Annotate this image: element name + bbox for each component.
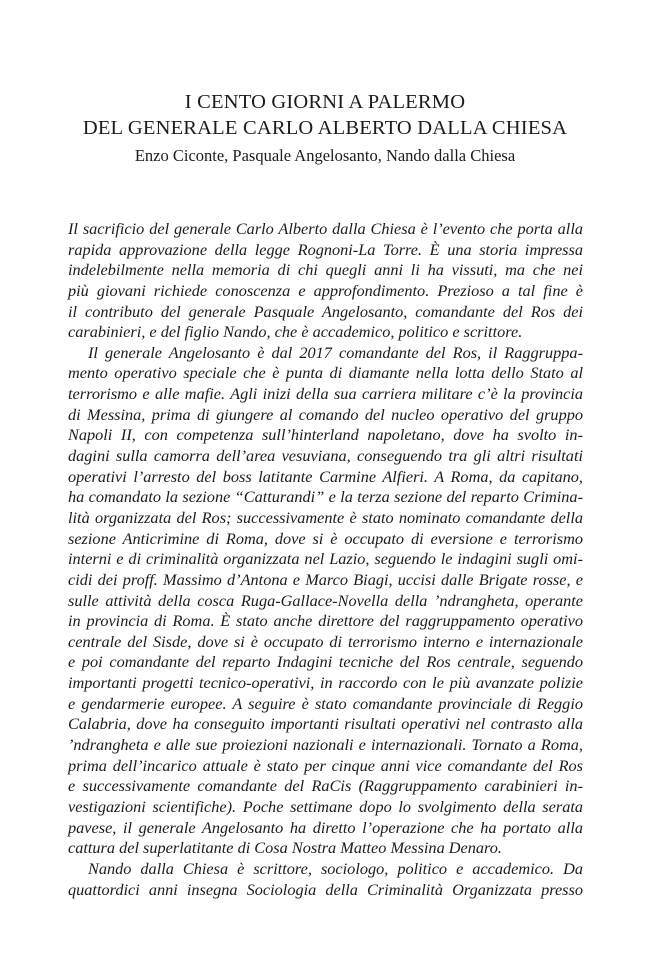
text-line: sezione Anticrimine di Roma, dove si è occupato di eversione e terrorismo bbox=[68, 528, 583, 548]
text-line: cidi dei proff. Massimo d’Antona e Marco Biagi, uccisi dalle Brigate rosse, e bbox=[68, 569, 583, 589]
text-line: carabinieri, e del figlio Nando, che è accademico, politico e scrittore. bbox=[68, 322, 523, 342]
text-line: dagini sulla camorra dell’area vesuviana, conseguendo tra gli altri risultati bbox=[68, 446, 583, 466]
text-line: quattordici anni insegna Sociologia della Criminalità Organizzata presso bbox=[68, 879, 583, 899]
text-line: Nando dalla Chiesa è scrittore, sociologo, politico e accademico. Da bbox=[88, 858, 583, 878]
text-line: ’ndrangheta e alle sue proiezioni nazionali e internazionali. Tornato a Roma, bbox=[68, 735, 583, 755]
text-line: ha comandato la sezione “Catturandi” e la terza sezione del reparto Crimina- bbox=[68, 487, 583, 507]
text-line: operativi l’arresto del boss latitante Carmine Alfieri. A Roma, da capitano, bbox=[68, 466, 583, 486]
text-line: più giovani richiede conoscenza e approfondimento. Prezioso a tal fine è bbox=[68, 280, 583, 300]
text-line: Il sacrificio del generale Carlo Alberto dalla Chiesa è l’evento che porta alla bbox=[68, 219, 583, 238]
text-line: Calabria, dove ha conseguito importanti risultati operativi nel contrasto alla bbox=[68, 714, 583, 734]
text-line: indelebilmente nella memoria di chi quegli anni li ha vissuti, ma che nei bbox=[68, 260, 583, 280]
text-line: lità organizzata del Ros; successivamente è stato nominato comandante della bbox=[68, 507, 583, 527]
text-line: Napoli II, con competenza sull’hinterland napoletano, dove ha svolto in- bbox=[68, 425, 583, 445]
text-line: pavese, il generale Angelosanto ha diretto l’operazione che ha portato alla bbox=[68, 817, 583, 837]
text-line: centrale del Sisde, dove si è occupato di terrorismo interno e internazionale bbox=[68, 631, 583, 651]
text-line: e successivamente comandante del RaCis (Raggruppamento carabinieri in- bbox=[68, 776, 583, 796]
chapter-title-line-1: I CENTO GIORNI A PALERMO bbox=[184, 91, 466, 113]
text-line: il contributo del generale Pasquale Angelosanto, comandante del Ros dei bbox=[68, 301, 583, 321]
chapter-authors: Enzo Ciconte, Pasquale Angelosanto, Nando dalla Chiesa bbox=[134, 146, 516, 165]
text-line: di Messina, prima di giungere al comando del nucleo operativo del gruppo bbox=[68, 404, 583, 424]
body-text bbox=[68, 219, 583, 900]
text-line: mento operativo speciale che è punta di diamante nella lotta dello Stato al bbox=[68, 363, 583, 383]
chapter-title-line-2: DEL GENERALE CARLO ALBERTO DALLA CHIESA bbox=[82, 117, 568, 139]
text-line: e gendarmerie europee. A seguire è stato comandante provinciale di Reggio bbox=[68, 693, 583, 713]
text-line: e poi comandante del reparto Indagini tecniche del Ros centrale, seguendo bbox=[68, 652, 583, 672]
text-line: interni e di criminalità organizzata nel Lazio, seguendo le indagini sugli omi- bbox=[68, 549, 583, 569]
text-line: prima dell’incarico attuale è stato per cinque anni vice comandante del Ros bbox=[68, 755, 583, 775]
text-line: cattura del superlatitante di Cosa Nostra Matteo Messina Denaro. bbox=[68, 838, 502, 858]
text-line: Il generale Angelosanto è dal 2017 comandante del Ros, il Raggruppa- bbox=[88, 342, 583, 362]
text-line: vestigazioni scientifiche). Poche settimane dopo lo svolgimento della serata bbox=[68, 796, 583, 816]
chapter-header bbox=[0, 89, 650, 167]
text-line: terrorismo e alle mafie. Agli inizi della sua carriera militare c’è la provincia bbox=[68, 384, 583, 404]
text-line: importanti progetti tecnico-operativi, in raccordo con le più avanzate polizie bbox=[68, 673, 583, 693]
text-line: in provincia di Roma. È stato anche direttore del raggruppamento operativo bbox=[68, 611, 583, 631]
text-line: rapida approvazione della legge Rognoni-La Torre. È una storia impressa bbox=[68, 239, 583, 259]
text-line: sulle attività della cosca Ruga-Gallace-Novella della ’ndrangheta, operante bbox=[68, 590, 583, 610]
